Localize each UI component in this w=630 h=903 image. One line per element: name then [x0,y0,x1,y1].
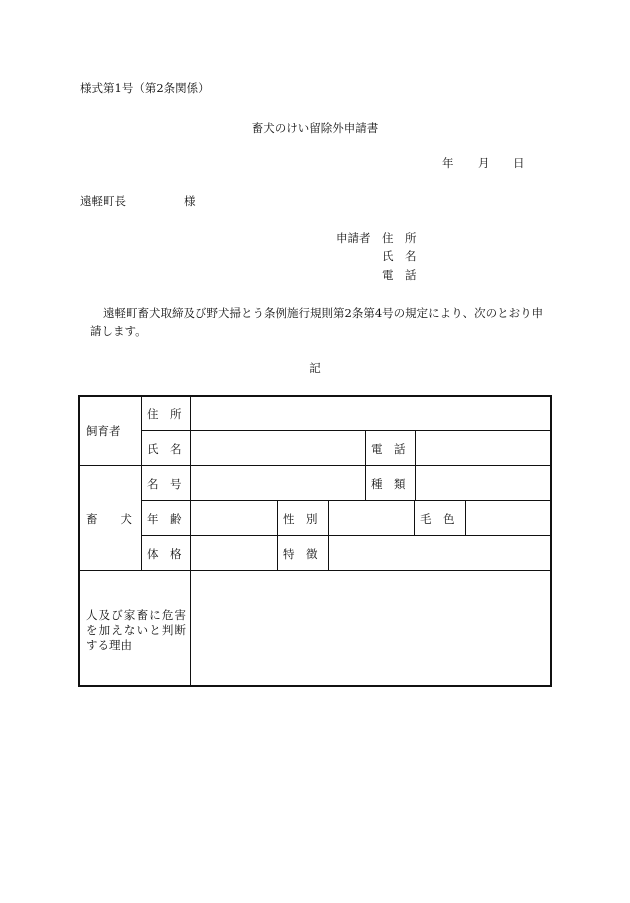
owner-name-label: 氏 名 [147,442,182,456]
column-divider [277,500,278,570]
dog-breed-label: 種 類 [371,477,406,491]
dog-features-label: 特 徴 [283,547,318,561]
column-divider [365,430,366,465]
addressee-name: 遠軽町長 [80,194,126,208]
form-number: 様式第1号（第2条関係） [80,81,210,95]
body-text-line2: 請します。 [90,324,147,338]
record-heading: 記 [309,361,321,375]
applicant-address-label: 住 所 [382,231,417,245]
row-divider [141,535,552,536]
column-divider [365,465,366,500]
dog-age-label: 年 齢 [147,512,182,526]
body-text-line1: 遠軽町畜犬取締及び野犬掃とう条例施行規則第2条第4号の規定により、次のとおり申 [103,306,544,320]
dog-age-field[interactable] [192,503,276,534]
row-divider [80,465,552,466]
document-title: 畜犬のけい留除外申請書 [251,121,379,135]
addressee-honorific: 様 [184,194,196,208]
dog-name-label: 名 号 [147,477,182,491]
date-year-label: 年 [442,156,454,170]
reason-label: 人及び家畜に危害を加えないと判断する理由 [86,608,186,652]
row-divider [80,570,552,571]
owner-phone-label: 電 話 [371,442,406,456]
owner-name-field[interactable] [192,433,364,464]
owner-address-label: 住 所 [147,407,182,421]
column-divider [415,465,416,500]
owner-group-label: 飼育者 [86,424,121,438]
dog-name-field[interactable] [192,468,364,499]
applicant-label: 申請者 [336,231,371,245]
date-month-label: 月 [478,156,490,170]
row-divider [141,500,552,501]
dog-breed-field[interactable] [417,468,550,499]
column-divider [415,430,416,465]
row-divider [141,430,552,431]
reason-field[interactable] [192,573,550,685]
column-divider [190,397,191,687]
applicant-name-label: 氏 名 [382,249,417,263]
dog-sex-field[interactable] [330,503,413,534]
dog-build-label: 体 格 [147,547,182,561]
dog-sex-label: 性 別 [283,512,318,526]
column-divider [465,500,466,535]
date-day-label: 日 [513,156,525,170]
column-divider [328,500,329,570]
applicant-phone-label: 電 話 [382,268,417,282]
dog-color-label: 毛 色 [420,512,455,526]
dog-group-label: 畜 犬 [86,512,132,526]
dog-features-field[interactable] [330,538,550,569]
column-divider [414,500,415,535]
dog-color-field[interactable] [467,503,550,534]
application-form-table [78,395,552,687]
owner-phone-field[interactable] [417,433,550,464]
column-divider [141,397,142,570]
dog-build-field[interactable] [192,538,276,569]
owner-address-field[interactable] [192,399,550,429]
